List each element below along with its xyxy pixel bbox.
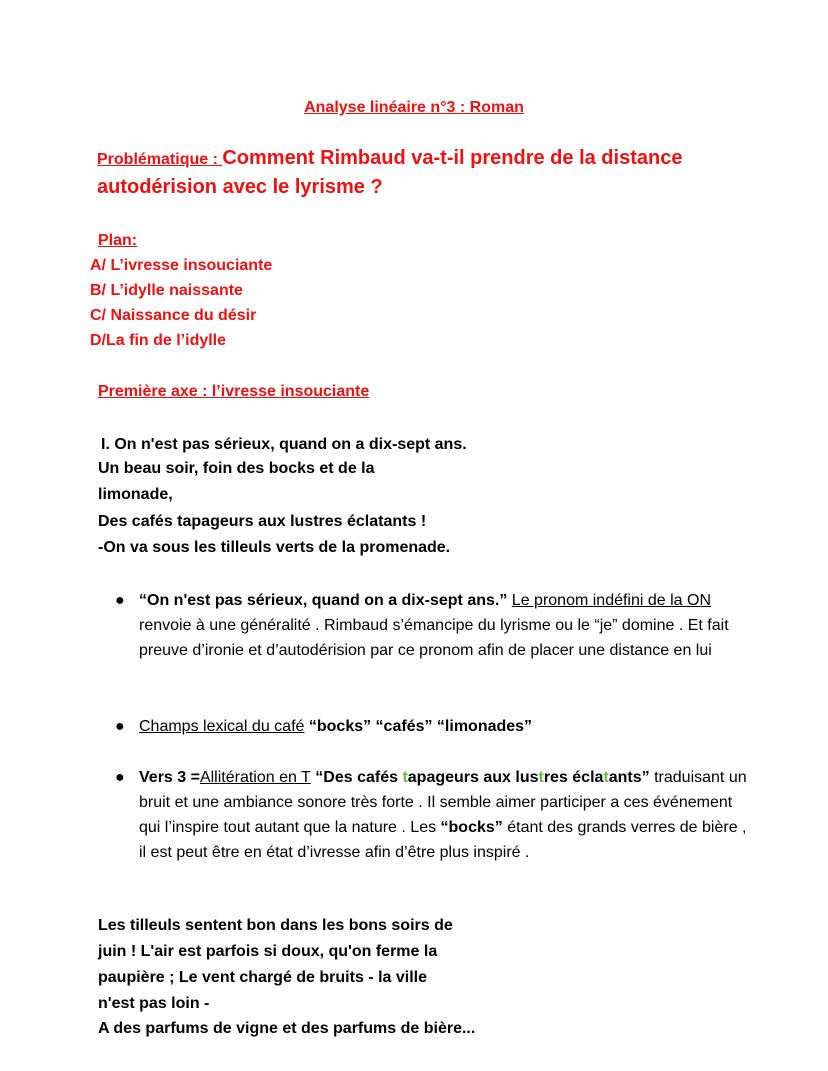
bullet-2-quote: “bocks” “cafés” “limonades” bbox=[304, 718, 533, 735]
problematique-text-1: Comment Rimbaud va-t-il prendre de la distance bbox=[222, 147, 683, 169]
page-title: Analyse linéaire n°3 : Roman bbox=[304, 99, 524, 116]
problematique-label: Problématique : bbox=[97, 151, 223, 168]
alliteration-t: t bbox=[603, 769, 609, 786]
poem-2-line-1: Les tilleuls sentent bon dans les bons soirs de bbox=[98, 917, 453, 934]
poem-2-line-2: juin ! L'air est parfois si doux, qu'on ferme la bbox=[98, 943, 438, 960]
problematique-text-2: autodérision avec le lyrisme ? bbox=[97, 176, 383, 198]
plan-item-b: B/ L’idylle naissante bbox=[90, 282, 243, 299]
bullet-1-quote: “On n'est pas sérieux, quand on a dix-sept ans.” bbox=[139, 592, 508, 609]
bullet-3-bold-word: “bocks” bbox=[440, 819, 503, 836]
bullet-dot: ● bbox=[115, 718, 125, 735]
bullet-1-text: renvoie à une généralité . Rimbaud s’émancipe du lyrisme ou le “je” domine . Et fait preuve d’ironie et d’autodérision par ce pronom afin de placer une distance en lui bbox=[139, 617, 729, 659]
analysis-bullet-2 bbox=[115, 714, 755, 740]
poem-1-line-5: -On va sous les tilleuls verts de la promenade. bbox=[98, 539, 451, 556]
plan-item-c: C/ Naissance du désir bbox=[90, 307, 257, 324]
bullet-dot: ● bbox=[115, 769, 125, 786]
analysis-bullet-1 bbox=[115, 588, 755, 688]
poem-1-line-4: Des cafés tapageurs aux lustres éclatants ! bbox=[98, 513, 427, 530]
bullet-2-underlined: Champs lexical du café bbox=[139, 718, 305, 735]
problematique-line-1 bbox=[97, 147, 682, 170]
bullet-1-underlined: Le pronom indéfini de la ON bbox=[511, 592, 712, 609]
poem-1-line-1: I. On n'est pas sérieux, quand on a dix-sept ans. bbox=[101, 436, 467, 453]
bullet-3-prefix: Vers 3 = bbox=[139, 769, 200, 786]
plan-item-d: D/La fin de l’idylle bbox=[90, 332, 227, 349]
alliteration-t: t bbox=[538, 769, 544, 786]
bullet-3-text-1: traduisant un bruit et une ambiance sonore très forte . Il semble aimer participer a ces événement qui l’inspire tout autant que la nature . Les bbox=[139, 769, 747, 836]
bullet-dot: ● bbox=[115, 592, 125, 609]
bullet-3-underlined: Allitération en T bbox=[199, 769, 311, 786]
poem-1-line-3: limonade, bbox=[98, 486, 173, 503]
poem-2-line-4: n'est pas loin - bbox=[98, 995, 210, 1012]
bullet-3-quote: “Des cafés tapageurs aux lustres éclatants” bbox=[310, 769, 650, 786]
poem-2-line-3: paupière ; Le vent chargé de bruits - la ville bbox=[98, 969, 427, 986]
axe-1-heading: Première axe : l’ivresse insouciante bbox=[98, 383, 370, 400]
poem-1-line-2: Un beau soir, foin des bocks et de la bbox=[98, 460, 375, 477]
analysis-bullet-3 bbox=[115, 765, 755, 890]
plan-item-a: A/ L’ivresse insouciante bbox=[90, 257, 273, 274]
alliteration-t: t bbox=[402, 769, 408, 786]
poem-2-line-5: A des parfums de vigne et des parfums de bière... bbox=[98, 1020, 476, 1037]
bullet-3-text-2: étant des grands verres de bière , il est peut être en état d’ivresse afin d’être plus inspiré . bbox=[139, 819, 747, 861]
plan-label: Plan: bbox=[98, 232, 138, 249]
